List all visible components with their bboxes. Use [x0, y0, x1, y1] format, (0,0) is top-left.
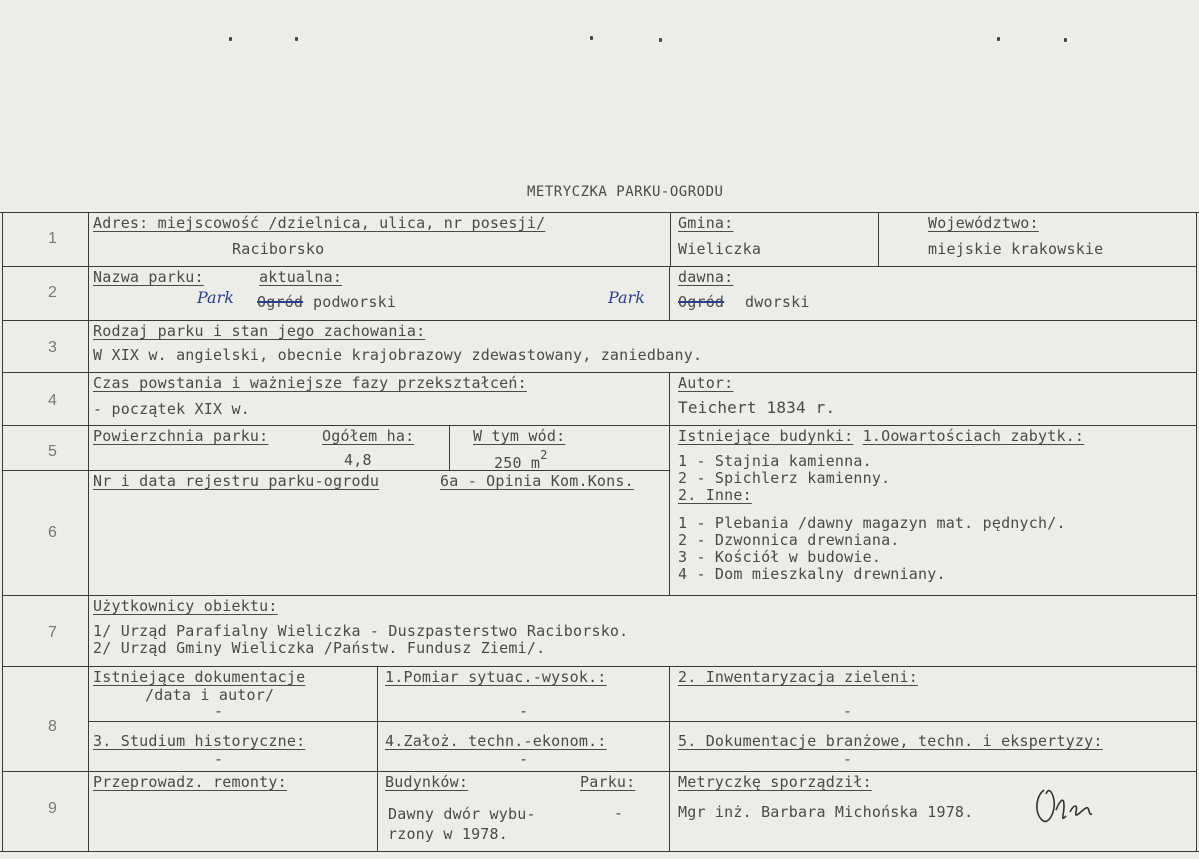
prepared-by-label: Metryczkę sporządził:: [678, 773, 872, 791]
address-value: Raciborsko: [232, 240, 325, 258]
water-area-value: [494, 448, 548, 472]
row-divider: [2, 425, 1197, 426]
survey-label: 1.Pomiar sytuac.-wysok.:: [385, 668, 607, 686]
repairs-buildings-value: [388, 804, 536, 844]
tech-econ-label: 4.Założ. techn.-ekonom.:: [385, 732, 607, 750]
total-area-label: Ogółem ha:: [322, 427, 415, 445]
register-value: 6a - Opinia Kom.Kons.: [440, 472, 634, 490]
row-number: 4: [48, 392, 57, 409]
list-item: 1/ Urząd Parafialny Wieliczka - Duszpasterstwo Raciborsko.: [93, 622, 629, 640]
water-area-unit-sup: 2: [540, 448, 548, 462]
col-divider: [878, 212, 879, 267]
col-divider: [449, 425, 450, 471]
speck: [295, 37, 298, 41]
author-label: Autor:: [678, 374, 734, 392]
col-divider: [670, 212, 671, 267]
list-item: 2 - Dzwonnica drewniana.: [678, 531, 900, 549]
register-label: Nr i data rejestru parku-ogrodu: [93, 472, 380, 490]
row-divider: [2, 470, 670, 471]
row-number: 5: [48, 443, 57, 460]
speck: [590, 36, 593, 40]
row-divider: [2, 372, 1197, 373]
col-divider: [377, 666, 378, 852]
text-line: rzony w 1978.: [388, 825, 508, 843]
gmina-value: Wieliczka: [678, 240, 762, 258]
buildings-heading: [678, 427, 1084, 445]
row-divider: [88, 721, 1197, 722]
repairs-park-value: -: [614, 804, 624, 822]
documentation-sub-label: /data i autor/: [145, 686, 275, 704]
signature: [1030, 782, 1100, 832]
creation-phases-label: Czas powstania i ważniejsze fazy przekształceń:: [93, 374, 527, 392]
current-name-value: podworski: [313, 293, 397, 311]
monument-buildings-list: [678, 453, 890, 504]
struck-ogrod-current: Ogród: [257, 293, 304, 311]
frame-left: [2, 212, 3, 852]
greenery-inventory-value: -: [843, 702, 853, 720]
total-area-value: 4,8: [344, 451, 372, 469]
list-item: 2/ Urząd Gminy Wieliczka /Państw. Fundusz Ziemi/.: [93, 639, 546, 657]
tech-econ-value: -: [519, 750, 529, 768]
list-item: 2 - Spichlerz kamienny.: [678, 469, 891, 487]
row-divider: [2, 771, 1197, 772]
repairs-park-label: Parku:: [580, 773, 636, 791]
gmina-label: Gmina:: [678, 214, 734, 232]
water-area-number: 250 m: [494, 454, 541, 472]
struck-ogrod-former: Ogród: [678, 293, 725, 311]
list-item: 1 - Stajnia kamienna.: [678, 452, 872, 470]
page-title: METRYCZKA PARKU-OGRODU: [527, 184, 724, 200]
former-name-label: dawna:: [678, 268, 734, 286]
repairs-label: Przeprowadz. remonty:: [93, 773, 287, 791]
row-number: 8: [48, 718, 57, 735]
documentation-value: -: [214, 702, 224, 720]
row-number: 9: [48, 800, 57, 817]
historical-study-label: 3. Studium historyczne:: [93, 732, 306, 750]
row-number: 1: [48, 230, 57, 247]
greenery-inventory-label: 2. Inwentaryzacja zieleni:: [678, 668, 918, 686]
buildings-label: Istniejące budynki:: [678, 427, 854, 445]
industry-docs-value: -: [843, 750, 853, 768]
row-number: 2: [48, 284, 57, 301]
frame-right: [1196, 212, 1197, 852]
historical-study-value: -: [214, 750, 224, 768]
speck: [997, 37, 1000, 41]
area-label: Powierzchnia parku:: [93, 427, 269, 445]
other-buildings-label: 2. Inne:: [678, 486, 752, 504]
row-divider: [2, 320, 1197, 321]
col-divider: [669, 266, 670, 321]
speck: [1064, 38, 1067, 42]
row-number: 7: [48, 624, 57, 641]
col-divider: [669, 372, 670, 596]
documentation-label: Istniejące dokumentacje: [93, 668, 306, 686]
row-number: 3: [48, 339, 57, 356]
survey-value: -: [519, 702, 529, 720]
voivodeship-value: miejskie krakowskie: [928, 240, 1104, 258]
list-item: 3 - Kościół w budowie.: [678, 548, 882, 566]
frame-top: [0, 212, 1199, 213]
industry-docs-label: 5. Dokumentacje branżowe, techn. i ekspertyzy:: [678, 732, 1103, 750]
creation-phases-value: - początek XIX w.: [93, 400, 250, 418]
prepared-by-value: Mgr inż. Barbara Michońska 1978.: [678, 803, 974, 821]
handwritten-park-former: Park: [608, 288, 645, 307]
park-type-label: Rodzaj parku i stan jego zachowania:: [93, 322, 426, 340]
users-list: [93, 623, 628, 657]
speck: [659, 38, 662, 42]
speck: [229, 37, 232, 41]
col-divider: [669, 666, 670, 852]
former-name-value: dworski: [745, 293, 810, 311]
current-name-label: aktualna:: [259, 268, 343, 286]
list-item: 1 - Plebania /dawny magazyn mat. pędnych/.: [678, 514, 1066, 532]
park-type-value: W XIX w. angielski, obecnie krajobrazowy zdewastowany, zaniedbany.: [93, 346, 703, 364]
address-label: Adres: miejscowość /dzielnica, ulica, nr posesji/: [93, 214, 546, 232]
number-column-divider: [88, 212, 89, 852]
row-number: 6: [48, 524, 57, 541]
handwritten-park-current: Park: [197, 288, 234, 307]
row-divider: [2, 595, 1197, 596]
frame-bottom: [0, 851, 1199, 852]
voivodeship-label: Województwo:: [928, 214, 1039, 232]
other-buildings-list: [678, 515, 1066, 583]
row-divider: [2, 666, 1197, 667]
repairs-buildings-label: Budynków:: [385, 773, 469, 791]
row-divider: [2, 266, 1197, 267]
list-item: 4 - Dom mieszkalny drewniany.: [678, 565, 946, 583]
buildings-monuments-label: 1.Oowartościach zabytk.:: [862, 427, 1085, 445]
park-name-label: Nazwa parku:: [93, 268, 204, 286]
water-area-label: W tym wód:: [473, 427, 566, 445]
author-value: Teichert 1834 r.: [678, 398, 836, 417]
users-label: Użytkownicy obiektu:: [93, 597, 278, 615]
text-line: Dawny dwór wybu-: [388, 805, 536, 823]
